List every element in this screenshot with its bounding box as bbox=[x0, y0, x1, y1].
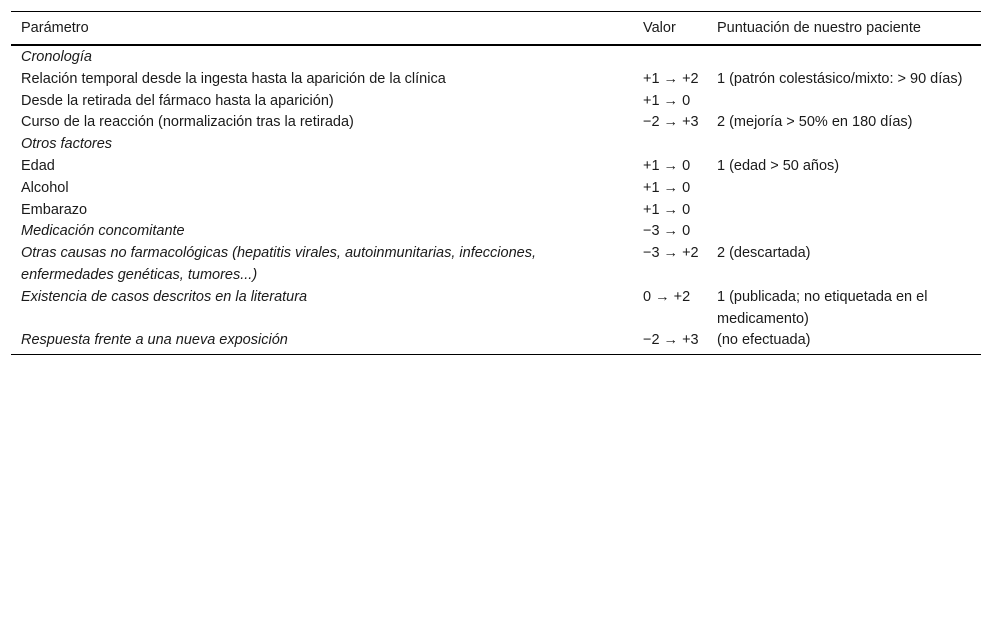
score-cell: 1 (edad > 50 años) bbox=[717, 157, 840, 174]
table-row bbox=[11, 200, 981, 222]
value-cell: −3 → +2 bbox=[643, 245, 699, 262]
causality-table-container bbox=[11, 11, 981, 355]
header-puntuacion: Puntuación de nuestro paciente bbox=[707, 12, 981, 46]
section-row-otros-factores bbox=[11, 134, 981, 156]
table-row bbox=[11, 243, 981, 287]
table-row bbox=[11, 69, 981, 91]
param-cell: Medicación concomitante bbox=[21, 223, 185, 240]
table-row bbox=[11, 221, 981, 243]
score-cell bbox=[707, 45, 981, 69]
table-row bbox=[11, 330, 981, 354]
score-cell bbox=[707, 200, 981, 222]
param-cell: Existencia de casos descritos en la literatura bbox=[21, 288, 308, 305]
table-row bbox=[11, 91, 981, 113]
value-cell: −2 → +3 bbox=[635, 330, 707, 354]
table-row bbox=[11, 156, 981, 178]
section-label: Cronología bbox=[21, 49, 92, 65]
score-cell: 1 (publicada; no etiquetada en el medicamento) bbox=[717, 288, 928, 327]
table-header-row bbox=[11, 12, 981, 46]
value-cell bbox=[635, 134, 707, 156]
section-row-cronologia bbox=[11, 45, 981, 69]
header-valor: Valor bbox=[635, 12, 707, 46]
section-label: Otros factores bbox=[21, 136, 113, 153]
causality-table bbox=[11, 11, 981, 355]
param-cell: Otras causas no farmacológicas (hepatitis virales, autoinmunitarias, infecciones, enfermedades genéticas, tumores...) bbox=[21, 245, 536, 283]
score-cell: (no efectuada) bbox=[707, 330, 981, 354]
param-cell: Curso de la reacción (normalización tras la retirada) bbox=[21, 114, 354, 131]
value-cell: +1 → 0 bbox=[643, 157, 691, 174]
table-row bbox=[11, 112, 981, 134]
param-cell: Desde la retirada del fármaco hasta la aparición) bbox=[21, 92, 334, 109]
score-cell bbox=[707, 91, 981, 113]
score-cell: 2 (mejoría > 50% en 180 días) bbox=[717, 114, 913, 131]
param-cell: Relación temporal desde la ingesta hasta la aparición de la clínica bbox=[21, 70, 446, 87]
param-cell: Respuesta frente a una nueva exposición bbox=[11, 330, 635, 354]
value-cell: +1 → +2 bbox=[643, 70, 699, 87]
param-cell: Embarazo bbox=[21, 201, 88, 218]
score-cell bbox=[707, 134, 981, 156]
value-cell bbox=[635, 45, 707, 69]
value-cell: +1 → 0 bbox=[643, 201, 691, 218]
score-cell bbox=[707, 178, 981, 200]
value-cell: −2 → +3 bbox=[643, 114, 699, 131]
value-cell: +1 → 0 bbox=[643, 92, 691, 109]
header-parametro: Parámetro bbox=[11, 12, 635, 46]
value-cell: +1 → 0 bbox=[643, 179, 691, 196]
table-row bbox=[11, 178, 981, 200]
value-cell: 0 → +2 bbox=[643, 288, 691, 305]
value-cell: −3 → 0 bbox=[643, 223, 691, 240]
score-cell: 1 (patrón colestásico/mixto: > 90 días) bbox=[717, 70, 963, 87]
score-cell: 2 (descartada) bbox=[717, 245, 811, 262]
param-cell: Edad bbox=[21, 157, 55, 174]
score-cell bbox=[707, 221, 981, 243]
param-cell: Alcohol bbox=[21, 179, 69, 196]
table-row bbox=[11, 287, 981, 331]
